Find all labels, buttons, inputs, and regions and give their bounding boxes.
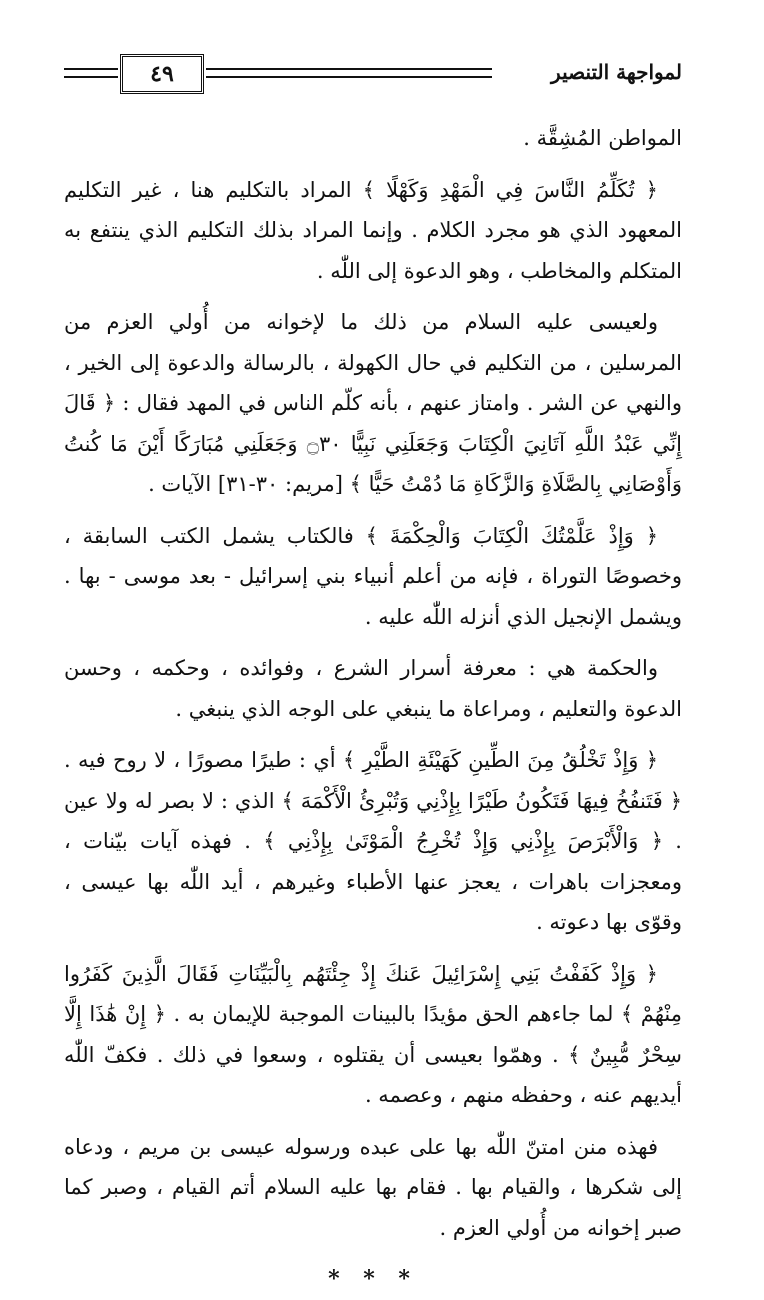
paragraph: فهذه منن امتنّ اللّٰه بها على عبده ورسوله عيسى بن مريم ، ودعاه إلى شكرها ، والقيام بها . فقام بها عليه السلام أتم القيام ، وصبر كما صبر إخوانه من أُولي العزم . [64, 1134, 682, 1240]
header-rule-left-lower [64, 76, 118, 78]
paragraph: ﴿ وَإِذْ كَفَفْتُ بَنِي إِسْرَائِيلَ عَنكَ إِذْ جِئْتَهُم بِالْبَيِّنَاتِ فَقَالَ الَّذِينَ كَفَرُوا مِنْهُمْ ﴾ لما جاءهم الحق مؤيدًا بالبينات الموجبة للإيمان به . ﴿ إِنْ هَٰذَا إِلَّا سِحْرٌ مُّبِينٌ ﴾ . وهمّوا بعيسى أن يقتلوه ، وسعوا في ذلك . فكفّ اللّٰه أيديهم عنه ، وحفظه منهم ، وعصمه . [64, 961, 682, 1107]
paragraph: والحكمة هي : معرفة أسرار الشرع ، وفوائده ، وحكمه ، وحسن الدعوة والتعليم ، ومراعاة ما ينبغي على الوجه الذي ينبغي . [64, 656, 682, 721]
header-rule-middle [206, 68, 492, 70]
paragraph: المواطن المُشِقَّة . [523, 126, 682, 150]
section-ornament: * * * [328, 1266, 418, 1292]
page-header [64, 54, 682, 98]
paragraph: ﴿ وَإِذْ عَلَّمْتُكَ الْكِتَابَ وَالْحِكْمَةَ ﴾ فالكتاب يشمل الكتب السابقة ، وخصوصًا التوراة ، فإنه من أعلم أنبياء بني إسرائيل - بعد موسى - بها . ويشمل الإنجيل الذي أنزله اللّٰه عليه . [64, 523, 682, 629]
paragraph: ﴿ تُكَلِّمُ النَّاسَ فِي الْمَهْدِ وَكَهْلًا ﴾ المراد بالتكليم هنا ، غير التكليم المعهود الذي هو مجرد الكلام . وإنما المراد بذلك التكليم الذي ينتفع به المتكلم والمخاطب ، وهو الدعوة إلى اللّٰه . [64, 177, 682, 283]
page-number: ٤٩ [120, 54, 204, 94]
header-rule-middle-lower [206, 76, 492, 78]
paragraph: ولعيسى عليه السلام من ذلك ما لإخوانه من أُولي العزم من المرسلين ، من التكليم في حال الكهولة ، بالرسالة والدعوة إلى الخير ، والنهي عن الشر . وامتاز عنهم ، بأنه كلّم الناس في المهد فقال : ﴿ قَالَ إِنِّي عَبْدُ اللَّهِ آتَانِيَ الْكِتَابَ وَجَعَلَنِي نَبِيًّا ۝٣٠ وَجَعَلَنِي مُبَارَكًا أَيْنَ مَا كُنتُ وَأَوْصَانِي بِالصَّلَاةِ وَالزَّكَاةِ مَا دُمْتُ حَيًّا ﴾ [مريم: ٣٠-٣١] الآيات . [64, 310, 682, 496]
header-rule-left [64, 68, 118, 70]
page-body [64, 118, 682, 1300]
running-title: لمواجهة التنصير [551, 60, 682, 84]
paragraph: ﴿ وَإِذْ تَخْلُقُ مِنَ الطِّينِ كَهَيْئَةِ الطَّيْرِ ﴾ أي : طيرًا مصورًا ، لا روح فيه . ﴿ فَتَنفُخُ فِيهَا فَتَكُونُ طَيْرًا بِإِذْنِي وَتُبْرِئُ الْأَكْمَهَ ﴾ الذي : لا بصر له ولا عين . ﴿ وَالْأَبْرَصَ بِإِذْنِي وَإِذْ تُخْرِجُ الْمَوْتَىٰ بِإِذْنِي ﴾ . فهذه آيات بيّنات ، ومعجزات باهرات ، يعجز عنها الأطباء وغيرهم ، أيد اللّٰه بها عيسى ، وقوّى بها دعوته . [64, 748, 682, 934]
